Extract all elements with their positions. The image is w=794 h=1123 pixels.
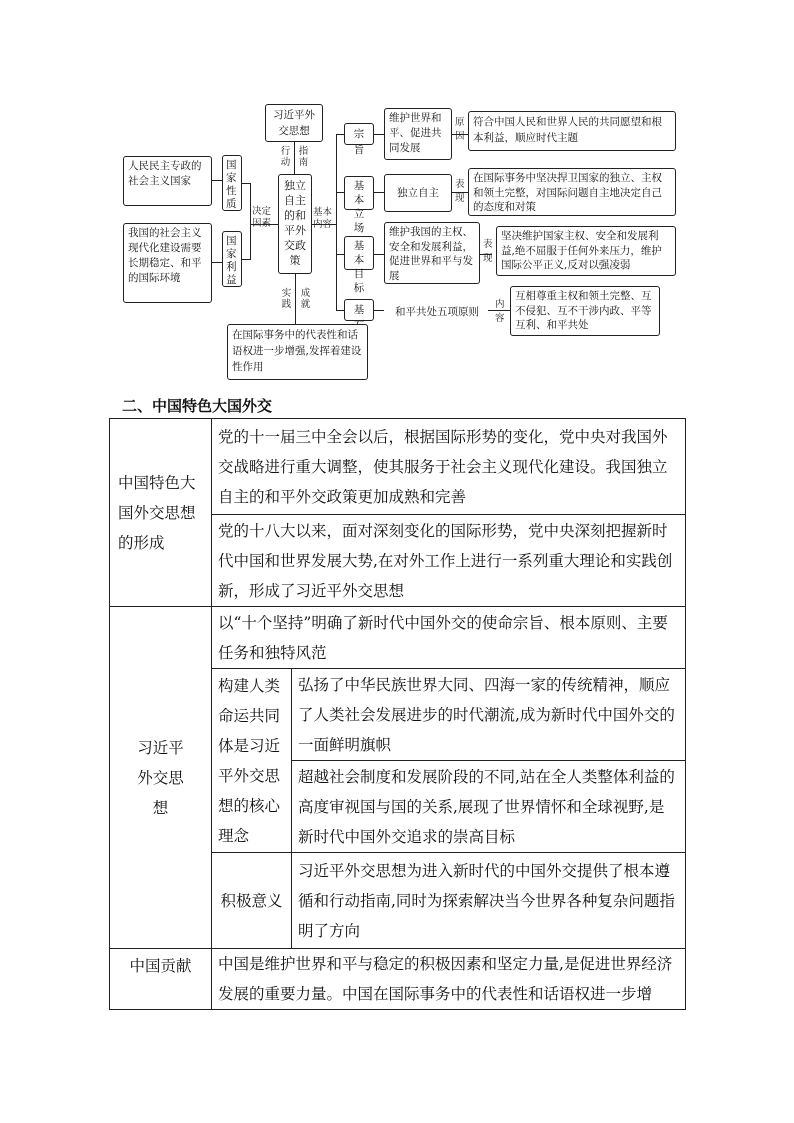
row-head-xi-thought: 习近平外交思想	[110, 607, 212, 949]
table-cell: 党的十八大以来，面对深刻变化的国际形势，党中央深刻把握新时代中国和世界发展大势,在对外工作上进行一系列重大理论和实践创新，形成了习近平外交思想	[212, 515, 686, 607]
right-box-goal: 坚决维护国家主权、安全和发展利益,绝不屈服于任何外来压力，维护国际公平正义,反对以强凌弱	[496, 226, 676, 276]
left-box-state: 人民民主专政的社会主义国家	[123, 156, 212, 206]
guide-label: 指南	[298, 146, 309, 168]
right-box-purpose: 符合中国人民和世界人民的共同愿望和根本利益，顺应时代主题	[468, 111, 676, 151]
achievement-box: 在国际事务中的代表性和话语权进一步增强,发挥着建设性作用	[227, 324, 368, 380]
table-cell: 党的十一届三中全会以后，根据国际形势的变化，党中央对我国外交战略进行重大调整，使其服务于社会主义现代化建设。我国独立自主的和平外交政策更加成熟和完善	[212, 419, 686, 515]
table-cell: 超越社会制度和发展阶段的不同,站在全人类整体利益的高度审视国与国的关系,展现了世界情怀和全球视野,是新时代中国外交追求的崇高目标	[292, 761, 686, 853]
key-box-goal: 基本目标	[344, 236, 374, 270]
basic-content-label: 基本内容	[313, 207, 333, 230]
mid-box-stance: 独立自主	[384, 174, 452, 212]
key-box-purpose: 宗旨	[344, 123, 374, 145]
decisive-label: 决定因素	[252, 206, 272, 229]
mid-box-goal: 维护我国的主权、安全和发展利益，促进世界和平与发展	[384, 222, 480, 284]
key-box-stance: 基本立场	[344, 176, 374, 210]
center-policy-box	[278, 174, 312, 274]
sub-head-significance: 积极意义	[212, 853, 292, 949]
practice-label: 实践	[281, 288, 292, 310]
xi-thought-box	[265, 104, 323, 142]
table-cell: 习近平外交思想为进入新时代的中国外交提供了根本遵循和行动指南,同时为探索解决当今世界各种复杂问题指明了方向	[292, 853, 686, 949]
xi-thought-text: 习近平外交思想	[273, 109, 315, 137]
link-show-label-2: 表现	[483, 239, 493, 264]
table-cell: 弘扬了中华民族世界大同、四海一家的传统精神，顺应了人类社会发展进步的时代潮流,成为新时代中国外交的一面鲜明旗帜	[292, 669, 686, 761]
key-box-foundation: 基	[344, 299, 374, 321]
link-content-label: 内容	[495, 299, 505, 324]
link-show-label-1: 表现	[455, 179, 465, 204]
action-label: 行动	[280, 146, 291, 168]
table-row	[110, 949, 686, 1010]
mid-box-purpose: 维护世界和平、促进共同发展	[384, 108, 452, 160]
achievement-label: 成就	[300, 288, 311, 310]
diplomacy-table	[109, 418, 686, 1010]
table-row	[110, 607, 686, 669]
link-reason-label: 原因	[455, 117, 465, 142]
sub-head-community: 构建人类命运共同体是习近平外交思想的核心理念	[212, 669, 292, 853]
table-cell: 以“十个坚持”明确了新时代中国外交的使命宗旨、根本原则、主要任务和独特风范	[212, 607, 686, 669]
section-title: 二、中国特色大国外交	[122, 397, 273, 415]
table-cell: 中国是维护世界和平与稳定的积极因素和坚定力量,是促进世界经济发展的重要力量。中国在国际事务中的代表性和话语权进一步增	[212, 949, 686, 1010]
mid-box-foundation: 和平共处五项原则	[384, 284, 490, 380]
right-box-stance: 在国际事务中坚决捍卫国家的独立、主权和领土完整，对国际问题自主地决定自己的态度和对策	[468, 168, 676, 216]
left-box-environment: 我国的社会主义现代化建设需要长期稳定、和平的国际环境	[123, 223, 212, 303]
row-head-contribution: 中国贡献	[110, 949, 212, 1010]
interest-box: 国家利益	[222, 231, 242, 287]
row-head-formation: 中国特色大国外交思想的形成	[110, 419, 212, 607]
center-policy-text: 独立自主的和平外交政策	[284, 179, 306, 267]
table-row	[110, 419, 686, 515]
right-box-foundation: 互相尊重主权和领土完整、互不侵犯、互不干涉内政、平等互利、和平共处	[510, 286, 660, 336]
nature-box: 国家性质	[222, 155, 242, 211]
